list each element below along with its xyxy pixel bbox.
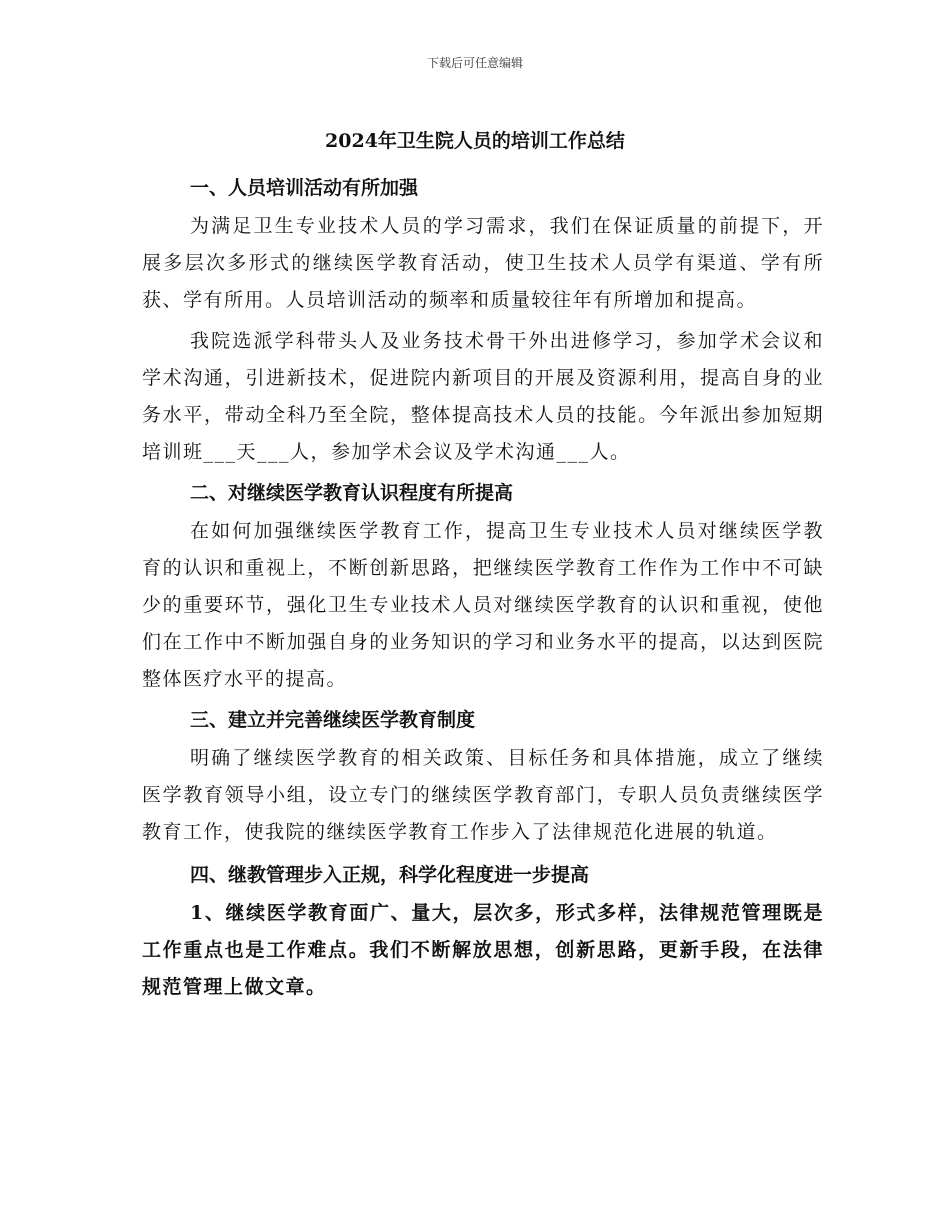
section-4-heading: 四、继教管理步入正规，科学化程度进一步提高 bbox=[190, 864, 590, 886]
section-3-paragraph-1: 明确了继续医学教育的相关政策、目标任务和具体措施，成立了继续医学教育领导小组，设立专门的继续医学教育部门，专职人员负责继续医学教育工作，使我院的继续医学教育工作步入了法律规范化进展的轨道。 bbox=[142, 747, 824, 843]
section-3-heading: 三、建立并完善继续医学教育制度 bbox=[190, 709, 476, 731]
document-body bbox=[142, 170, 824, 1010]
section-1-paragraph-1: 为满足卫生专业技术人员的学习需求，我们在保证质量的前提下，开展多层次多形式的继续医学教育活动，使卫生技术人员学有渠道、学有所获、学有所用。人员培训活动的频率和质量较往年有所增加和提高。 bbox=[142, 215, 824, 311]
section-2-paragraph-1: 在如何加强继续医学教育工作，提高卫生专业技术人员对继续医学教育的认识和重视上，不断创新思路，把继续医学教育工作作为工作中不可缺少的重要环节，强化卫生专业技术人员对继续医学教育的认识和重视，使他们在工作中不断加强自身的业务知识的学习和业务水平的提高，以达到医院整体医疗水平的提高。 bbox=[142, 520, 824, 690]
document-title: 2024年卫生院人员的培训工作总结 bbox=[325, 130, 625, 152]
section-1-heading: 一、人员培训活动有所加强 bbox=[190, 177, 419, 199]
section-1-paragraph-2: 我院选派学科带头人及业务技术骨干外出进修学习，参加学术会议和学术沟通，引进新技术，促进院内新项目的开展及资源利用，提高自身的业务水平，带动全科乃至全院，整体提高技术人员的技能。今年派出参加短期培训班___天___人，参加学术会议及学术沟通___人。 bbox=[142, 330, 824, 463]
section-4-paragraph-1: 1、继续医学教育面广、量大，层次多，形式多样，法律规范管理既是工作重点也是工作难点。我们不断解放思想，创新思路，更新手段，在法律规范管理上做文章。 bbox=[142, 902, 824, 998]
page-header: 下载后可任意编辑 bbox=[426, 56, 523, 70]
section-2-heading: 二、对继续医学教育认识程度有所提高 bbox=[190, 482, 514, 504]
